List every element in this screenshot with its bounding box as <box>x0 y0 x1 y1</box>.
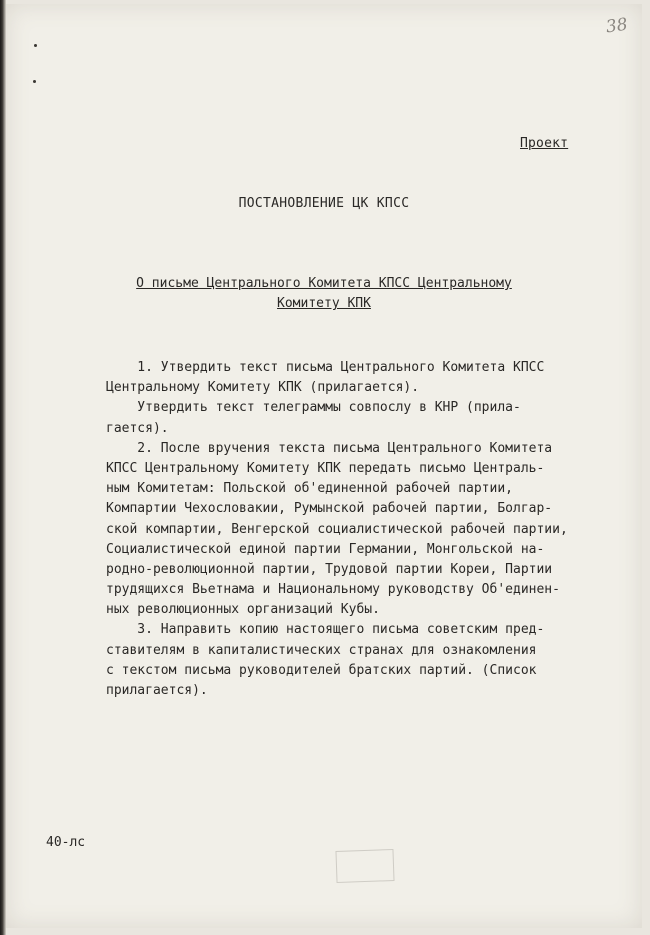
body-line: ской компартии, Венгерской социалистической рабочей партии, <box>106 521 568 537</box>
body-line: Компартии Чехословакии, Румынской рабочей партии, Болгар- <box>106 501 553 517</box>
body-line: 3. Направить копию настоящего письма советским пред- <box>106 622 545 638</box>
document-body <box>106 358 626 701</box>
body-line: ным Комитетам: Польской об'единенной рабочей партии, <box>106 481 513 497</box>
body-line: гается). <box>106 420 169 436</box>
body-line: родно-революционной партии, Трудовой партии Кореи, Партии <box>106 561 553 577</box>
punch-mark <box>34 44 37 47</box>
subject-line-2: Комитету КПК <box>277 296 371 311</box>
folio-number: 38 <box>605 14 630 38</box>
punch-mark <box>33 80 36 83</box>
body-line: Социалистической единой партии Германии, Монгольской на- <box>106 541 545 557</box>
document-subject <box>6 274 642 314</box>
body-line: Центральному Комитету КПК (прилагается). <box>106 380 420 396</box>
body-line: 1. Утвердить текст письма Центрального Комитета КПСС <box>106 360 545 375</box>
body-line: КПСС Центральному Комитету КПК передать письмо Централь- <box>106 460 545 476</box>
body-line: 2. После вручения текста письма Центрального Комитета <box>106 440 553 456</box>
faint-stamp <box>335 849 394 883</box>
body-line: с текстом письма руководителей братских партий. (Список <box>106 662 537 678</box>
draft-label: Проект <box>520 136 569 151</box>
body-line: прилагается). <box>106 683 208 698</box>
body-line: ставителям в капиталистических странах для ознакомления <box>106 642 537 658</box>
subject-line-1: О письме Центрального Комитета КПСС Центральному <box>136 276 512 291</box>
body-line: Утвердить текст телеграммы совпослу в КНР (прила- <box>106 400 521 416</box>
body-line: трудящихся Вьетнама и Национальному руководству Об'единен- <box>106 582 560 598</box>
document-page <box>6 4 642 928</box>
footer-code: 40-лс <box>46 835 86 850</box>
body-line: ных революционных организаций Кубы. <box>106 602 380 618</box>
document-title: ПОСТАНОВЛЕНИЕ ЦК КПСС <box>238 196 410 211</box>
